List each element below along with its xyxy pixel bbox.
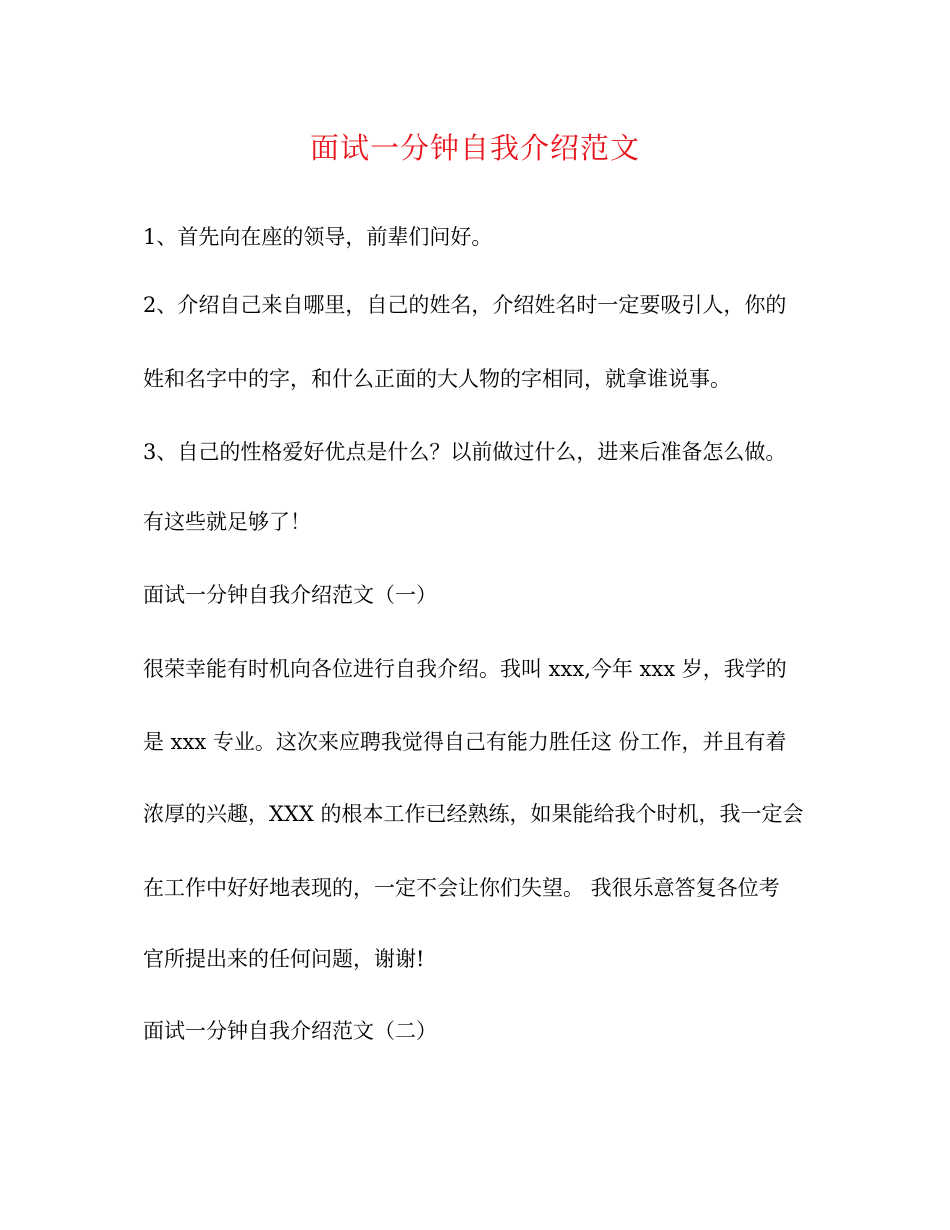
text-line: 1、首先向在座的领导，前辈们问好。 <box>143 225 493 249</box>
text-line: 官所提出来的任何问题，谢谢! <box>143 947 425 971</box>
text-line: 2、介绍自己来自哪里，自己的姓名，介绍姓名时一定要吸引人，你的 <box>143 293 787 317</box>
text-line: 姓和名字中的字，和什么正面的大人物的字相同，就拿谁说事。 <box>143 367 731 391</box>
text-line: 是 xxx 专业。这次来应聘我觉得自己有能力胜任这 份工作，并且有着 <box>143 730 787 754</box>
text-line: 很荣幸能有时机向各位进行自我介绍。我叫 xxx,今年 xxx 岁，我学的 <box>143 657 787 681</box>
text-line: 浓厚的兴趣，XXX 的根本工作已经熟练，如果能给我个时机，我一定会 <box>143 802 804 826</box>
section-heading: 面试一分钟自我介绍范文（一） <box>143 583 437 607</box>
text-line: 3、自己的性格爱好优点是什么？以前做过什么，进来后准备怎么做。 <box>143 440 787 464</box>
text-line: 在工作中好好地表现的，一定不会让你们失望。 我很乐意答复各位考 <box>143 876 780 900</box>
text-line: 有这些就足够了！ <box>143 510 311 534</box>
section-heading: 面试一分钟自我介绍范文（二） <box>143 1019 437 1043</box>
document-title: 面试一分钟自我介绍范文 <box>309 131 640 165</box>
